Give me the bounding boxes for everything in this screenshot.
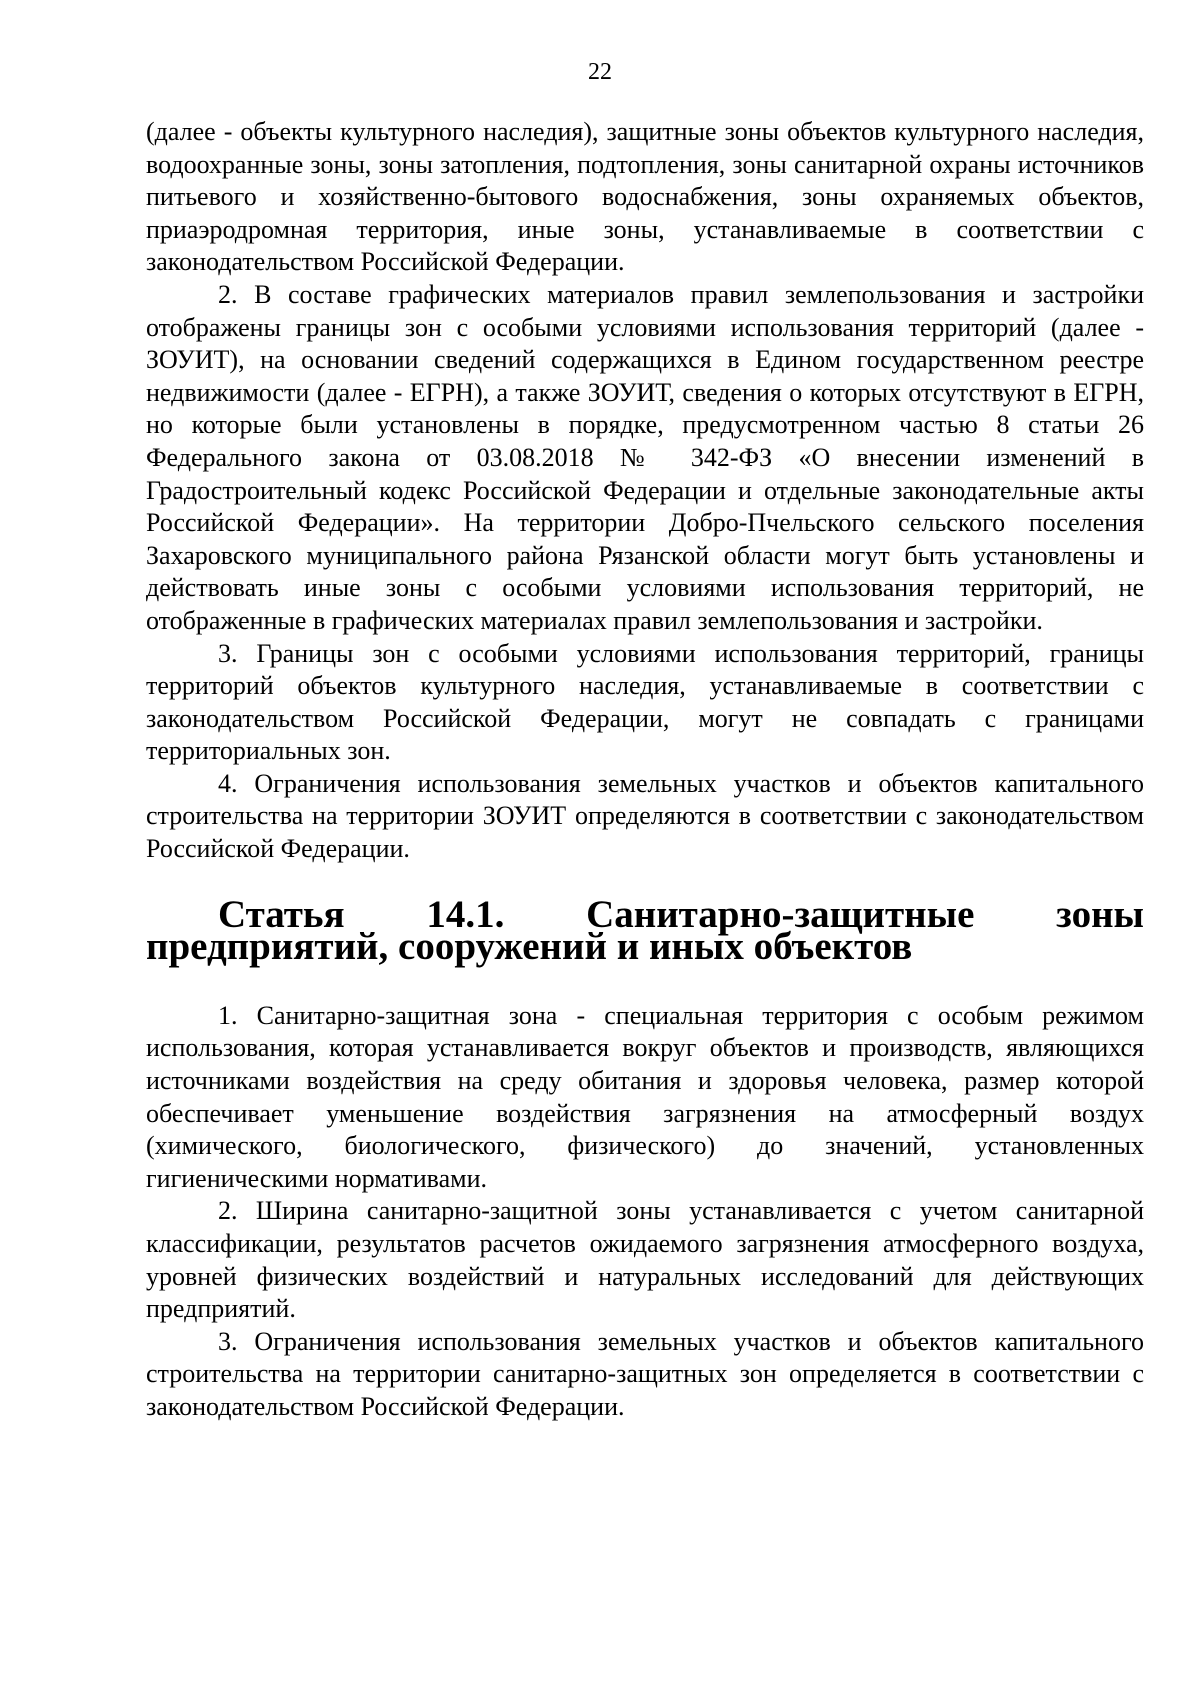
section-paragraph-3: 3. Границы зон с особыми условиями использования территорий, границы территорий объектов культурного наследия, устанавливаемые в соответствии с законодательством Российской Федерации, могут не совпадать с границами территориальных зон. — [146, 638, 1144, 766]
page-number: 22 — [588, 59, 612, 85]
article-heading: Статья 14.1. Санитарно-защитные зоны предприятий, сооружений и иных объектов — [146, 892, 1144, 969]
article-paragraph-1: 1. Санитарно-защитная зона - специальная территория с особым режимом использования, которая устанавливается вокруг объектов и производств, являющихся источниками воздействия на среду обитания и здоровья человека, размер которой обеспечивает уменьшение воздействия загрязнения на атмосферный воздух (химического, биологического, физического) до значений, установленных гигиеническими нормативами. — [146, 1000, 1144, 1193]
section-paragraph-2: 2. В составе графических материалов правил землепользования и застройки отображены границы зон с особыми условиями использования территорий (далее - ЗОУИТ), на основании сведений содержащихся в Едином государственном реестре недвижимости (далее - ЕГРН), а также ЗОУИТ, сведения о которых отсутствуют в ЕГРН, но которые были установлены в порядке, предусмотренном частью 8 статьи 26 Федерального закона от 03.08.2018 № 342-ФЗ «О внесении изменений в Градостроительный кодекс Российской Федерации и отдельные законодательные акты Российской Федерации». На территории Добро-Пчельского сельского поселения Захаровского муниципального района Рязанской области могут быть установлены и действовать иные зоны с особыми условиями использования территорий, не отображенные в графических материалах правил землепользования и застройки. — [146, 279, 1144, 635]
section-paragraph-4: 4. Ограничения использования земельных участков и объектов капитального строительства на территории ЗОУИТ определяются в соответствии с законодательством Российской Федерации. — [146, 768, 1144, 864]
intro-paragraph: (далее - объекты культурного наследия), защитные зоны объектов культурного наследия, водоохранные зоны, зоны затопления, подтопления, зоны санитарной охраны источников питьевого и хозяйственно-бытового водоснабжения, зоны охраняемых объектов, приаэродромная территория, иные зоны, устанавливаемые в соответствии с законодательством Российской Федерации. — [146, 117, 1144, 277]
article-paragraph-2: 2. Ширина санитарно-защитной зоны устанавливается с учетом санитарной классификации, результатов расчетов ожидаемого загрязнения атмосферного воздуха, уровней физических воздействий и натуральных исследований для действующих предприятий. — [146, 1196, 1144, 1324]
document-body — [146, 116, 1144, 1424]
article-paragraph-3: 3. Ограничения использования земельных участков и объектов капитального строительства на территории санитарно-защитных зон определяется в соответствии с законодательством Российской Федерации. — [146, 1326, 1144, 1421]
